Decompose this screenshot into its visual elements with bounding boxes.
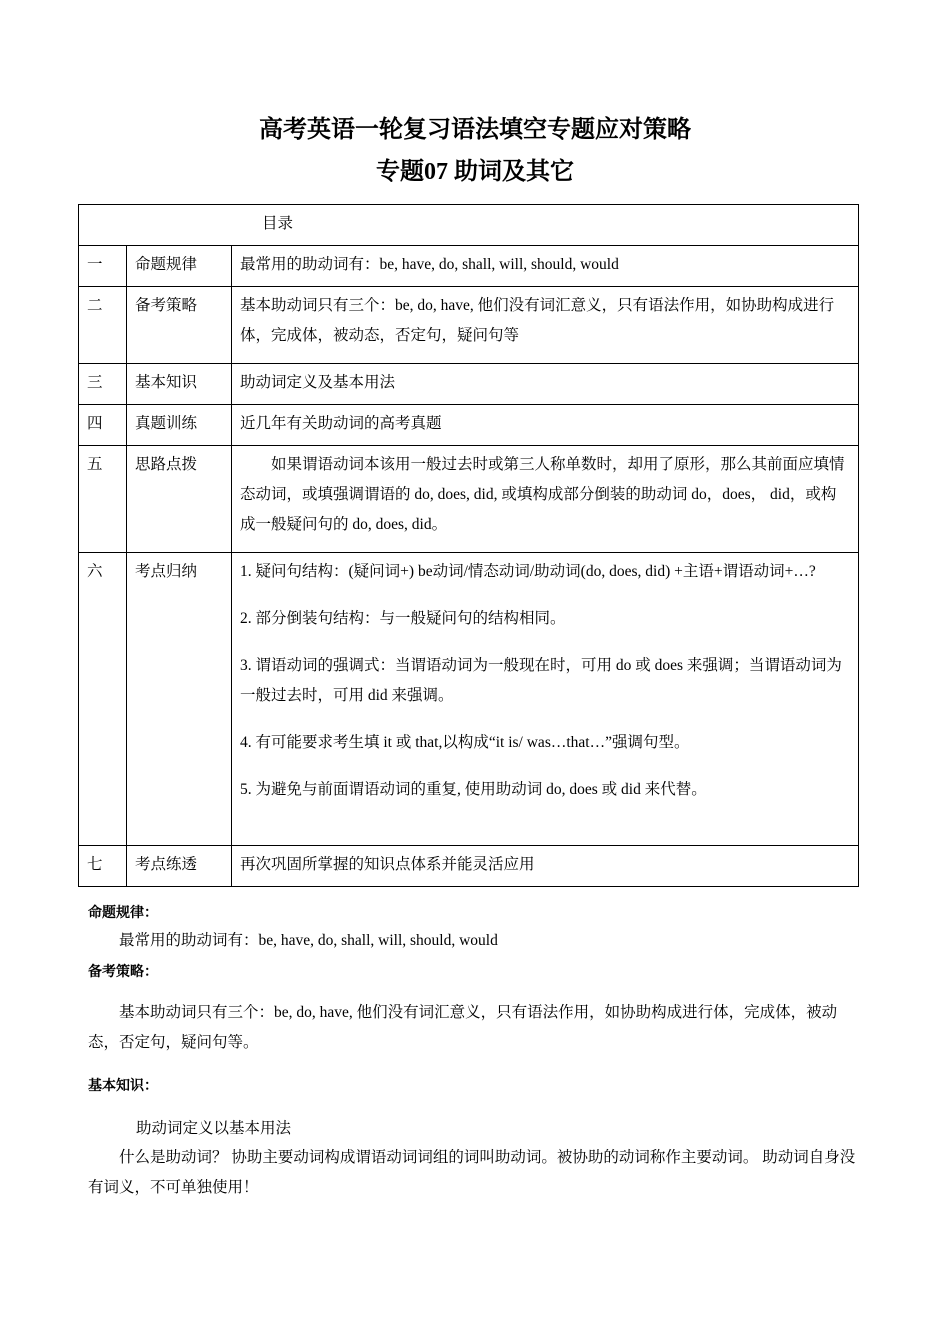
summary-point: 1. 疑问句结构：(疑问词+) be动词/情态动词/助动词(do, does, did) +主语+谓语动词+…? [240, 563, 816, 580]
row-number: 六 [79, 553, 127, 846]
summary-point: 5. 为避免与前面谓语动词的重复, 使用助动词 do, does 或 did 来代替。 [240, 781, 707, 798]
toc-header-row [79, 205, 859, 246]
table-row [79, 553, 859, 846]
toc-header: 目录 [79, 205, 859, 246]
summary-point: 4. 有可能要求考生填 it 或 that,以构成“it is/ was…that…”强调句型。 [240, 734, 690, 751]
table-row [79, 287, 859, 364]
row-number: 三 [79, 364, 127, 405]
row-name: 备考策略 [127, 287, 232, 364]
row-name: 真题训练 [127, 405, 232, 446]
strategy-heading: 备考策略： [88, 964, 158, 980]
document-subtitle: 专题07 助词及其它 [376, 159, 574, 185]
toc-table [78, 204, 859, 887]
row-name: 思路点拨 [127, 446, 232, 553]
row-number: 一 [79, 246, 127, 287]
row-content: 再次巩固所掌握的知识点体系并能灵活应用 [232, 846, 859, 887]
table-row [79, 246, 859, 287]
row-number: 七 [79, 846, 127, 887]
summary-point: 3. 谓语动词的强调式：当谓语动词为一般现在时，可用 do 或 does 来强调；当谓语动词为一般过去时，可用 did 来强调。 [240, 657, 842, 704]
row-name: 基本知识 [127, 364, 232, 405]
row-name: 考点归纳 [127, 553, 232, 846]
document-title: 高考英语一轮复习语法填空专题应对策略 [259, 117, 691, 143]
knowledge-heading: 基本知识： [88, 1078, 158, 1094]
row-name: 考点练透 [127, 846, 232, 887]
table-row [79, 364, 859, 405]
strategy-text: 基本助动词只有三个：be, do, have, 他们没有词汇意义，只有语法作用，如协助构成进行体，完成体，被动态，否定句，疑问句等。 [88, 1004, 838, 1051]
knowledge-text: 什么是助动词？ 协助主要动词构成谓语动词词组的词叫助动词。被协助的动词称作主要动词。 助动词自身没有词义，不可单独使用！ [88, 1149, 856, 1196]
row-name: 命题规律 [127, 246, 232, 287]
knowledge-subtitle: 助动词定义以基本用法 [136, 1120, 292, 1137]
summary-point: 2. 部分倒装句结构：与一般疑问句的结构相同。 [240, 610, 566, 627]
row-content: 近几年有关助动词的高考真题 [232, 405, 859, 446]
row-number: 四 [79, 405, 127, 446]
row-content [232, 553, 859, 846]
row-content: 助动词定义及基本用法 [232, 364, 859, 405]
row-content: 如果谓语动词本该用一般过去时或第三人称单数时，却用了原形，那么其前面应填情态动词，或填强调谓语的 do, does, did, 或填构成部分倒装的助动词 do，does， did，或构成一般疑问句的 do, does, did。 [232, 446, 859, 553]
row-number: 五 [79, 446, 127, 553]
table-row [79, 405, 859, 446]
table-row [79, 446, 859, 553]
table-row [79, 846, 859, 887]
rule-text: 最常用的助动词有：be, have, do, shall, will, should, would [119, 932, 498, 949]
rule-heading: 命题规律： [88, 905, 158, 921]
row-content: 基本助动词只有三个：be, do, have, 他们没有词汇意义，只有语法作用，如协助构成进行体，完成体，被动态，否定句，疑问句等 [232, 287, 859, 364]
row-content: 最常用的助动词有：be, have, do, shall, will, should, would [232, 246, 859, 287]
row-number: 二 [79, 287, 127, 364]
